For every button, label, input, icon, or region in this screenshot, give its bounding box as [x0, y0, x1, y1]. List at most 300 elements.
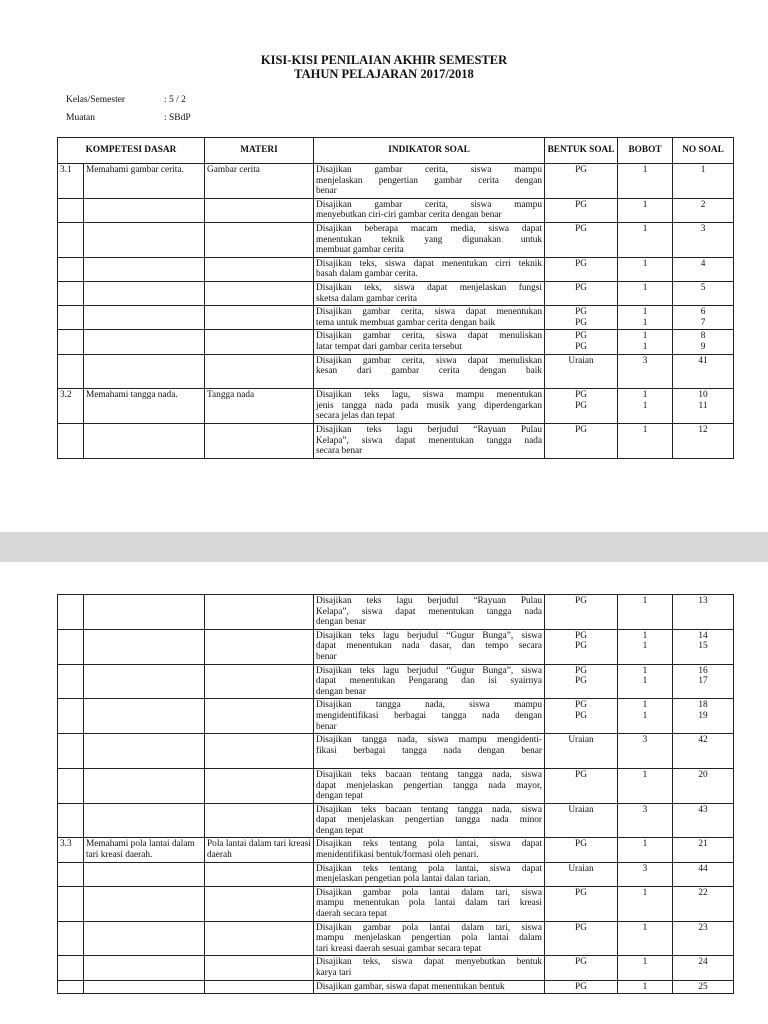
ind-line: benar: [316, 721, 337, 732]
bentuk-line: PG: [575, 390, 587, 401]
kd-number-cell: [58, 281, 84, 305]
no-soal-cell: [673, 768, 734, 803]
bobot-line: 1: [642, 676, 648, 687]
no-soal-cell: [673, 886, 734, 921]
bentuk-line: PG: [575, 165, 587, 175]
kd-number-cell: [58, 424, 84, 459]
ind-line: basah dalam gambar cerita.: [316, 269, 418, 280]
bentuk-line: Uraian: [568, 735, 594, 746]
table-row: [58, 664, 734, 699]
indikator-cell: [314, 862, 545, 886]
no-line: 19: [698, 710, 708, 721]
ind-line: secara jelas dan tepat: [316, 411, 395, 422]
table-row: [58, 768, 734, 803]
ind-line: Disajikan teks, siswa dapat menyebutkan bentuk: [316, 957, 542, 968]
kompetensi-cell: [84, 734, 205, 769]
ind-line: Disajikan teks, siswa dapat menentukan cirri teknik: [316, 258, 543, 269]
ind-line: Disajikan teks bacaan tentang tangga nada, siswa: [316, 804, 542, 815]
bentuk-line: PG: [575, 425, 587, 436]
materi-cell: [205, 424, 314, 459]
bobot-line: 3: [642, 863, 648, 874]
bentuk-cell: [545, 198, 618, 222]
ind-line: Disajikan teks tentang pola lantai, siswa dapat: [316, 863, 542, 874]
bobot-line: 1: [642, 317, 648, 328]
indikator-cell: [314, 803, 545, 838]
table-row: [58, 595, 734, 630]
bentuk-line: PG: [575, 957, 587, 968]
bentuk-cell: [545, 257, 618, 281]
bentuk-line: PG: [575, 665, 587, 676]
bobot-cell: [618, 330, 673, 354]
kompetensi-cell: [84, 980, 205, 994]
bentuk-cell: [545, 330, 618, 354]
bobot-cell: [618, 354, 673, 389]
kompetensi-cell: [84, 803, 205, 838]
ind-line: benar: [316, 651, 337, 662]
no-line: 42: [698, 735, 708, 746]
table-row: [58, 629, 734, 664]
kompetensi-cell: [84, 222, 205, 257]
table-row: [58, 389, 734, 424]
bobot-cell: [618, 222, 673, 257]
kd-number-cell: [58, 629, 84, 664]
ind-line: Disajikan beberapa macam media, siswa dapat: [316, 223, 543, 234]
bobot-cell: [618, 734, 673, 769]
ind-line: benar: [316, 186, 337, 197]
document-subtitle: TAHUN PELAJARAN 2017/2018: [294, 67, 474, 81]
no-line: 44: [698, 863, 708, 874]
kd-number-cell: 3.3: [58, 838, 84, 862]
bentuk-line: PG: [575, 317, 587, 328]
bobot-cell: [618, 980, 673, 994]
no-soal-cell: [673, 838, 734, 862]
no-line: 18: [698, 700, 708, 711]
table-row: [58, 164, 734, 199]
indikator-cell: [314, 956, 545, 980]
indikator-cell: [314, 838, 545, 862]
indikator-cell: [314, 768, 545, 803]
bobot-line: 1: [642, 769, 648, 780]
no-soal-cell: [673, 198, 734, 222]
table-body: [58, 164, 734, 459]
ind-line: secara benar: [316, 446, 363, 457]
kompetensi-cell: [84, 768, 205, 803]
bobot-cell: [618, 257, 673, 281]
kompetensi-cell: [84, 886, 205, 921]
ind-line: mampu menentukan pola lantai dalam tari kreasi: [316, 898, 542, 909]
no-line: 5: [700, 282, 706, 293]
bobot-line: 1: [642, 199, 648, 210]
no-soal-cell: [673, 306, 734, 330]
kompetensi-cell: [84, 921, 205, 956]
bobot-line: 1: [642, 223, 648, 234]
bentuk-cell: [545, 354, 618, 389]
bentuk-cell: [545, 838, 618, 862]
indikator-cell: [314, 734, 545, 769]
kd-number-cell: [58, 257, 84, 281]
bentuk-cell: [545, 921, 618, 956]
no-soal-cell: [673, 257, 734, 281]
materi-cell: [205, 306, 314, 330]
kisi-kisi-table-continued: [57, 594, 734, 994]
materi-cell: Pola lantai dalam tari kreasi daerah: [205, 838, 314, 862]
ind-line: dapat menentukan nada dasar, dan tempo secara: [316, 641, 542, 652]
table-body: [58, 595, 734, 994]
no-line: 25: [698, 981, 708, 992]
kd-number-cell: [58, 734, 84, 769]
indikator-cell: [314, 980, 545, 994]
ind-line: Disajikan teks tentang pola lantai, siswa dapat: [316, 839, 542, 850]
kd-number-cell: [58, 803, 84, 838]
kd-number-cell: [58, 921, 84, 956]
bentuk-cell: [545, 768, 618, 803]
bobot-cell: [618, 389, 673, 424]
materi-cell: [205, 354, 314, 389]
no-line: 10: [698, 390, 708, 401]
ind-line: menjelaskan pengertian gambar cerita dengan: [316, 175, 543, 186]
bentuk-cell: [545, 699, 618, 734]
indikator-cell: [314, 629, 545, 664]
bentuk-line: PG: [575, 258, 587, 269]
indikator-cell: [314, 424, 545, 459]
table-row: [58, 222, 734, 257]
table-row: [58, 921, 734, 956]
kompetensi-cell: [84, 281, 205, 305]
no-line: 4: [700, 258, 706, 269]
no-soal-cell: [673, 980, 734, 994]
bobot-line: 1: [642, 710, 648, 721]
bentuk-line: PG: [575, 839, 587, 850]
ind-line: menentukan teknik yang digunakan untuk: [316, 234, 543, 245]
bentuk-line: PG: [575, 223, 587, 234]
bentuk-line: PG: [575, 641, 587, 652]
bobot-line: 3: [642, 355, 648, 366]
kompetensi-cell: [84, 699, 205, 734]
materi-cell: [205, 629, 314, 664]
table-row: [58, 424, 734, 459]
materi-cell: Tangga nada: [205, 389, 314, 424]
table-row: [58, 306, 734, 330]
no-soal-cell: [673, 389, 734, 424]
indikator-cell: [314, 921, 545, 956]
ind-line: Kelapa”, siswa dapat menentukan tangga nada: [316, 606, 542, 617]
no-line: 13: [698, 596, 708, 606]
bobot-cell: [618, 164, 673, 199]
ind-line: mampu menjelaskan pengertian pola lantai dalam: [316, 933, 542, 944]
kelas-value: : 5 / 2: [164, 95, 186, 105]
bentuk-line: PG: [575, 282, 587, 293]
materi-cell: [205, 803, 314, 838]
bentuk-line: PG: [575, 630, 587, 641]
kompetensi-cell: Memahami pola lantai dalam tari kreasi daerah.: [84, 838, 205, 862]
ind-line: fikasi berbagai tangga nada dengan benar: [316, 745, 542, 756]
ind-line: Disajikan teks lagu berjudul “Gugur Bunga”, siswa: [316, 665, 542, 676]
bobot-line: 1: [642, 700, 648, 711]
kompetensi-cell: Memahami gambar cerita.: [84, 164, 205, 199]
no-line: 11: [698, 400, 708, 411]
ind-line: menjelaskan pengetian pola lantai dalan tarian.: [316, 874, 491, 885]
ind-line: Disajikan tangga nada, siswa mampu: [316, 700, 542, 711]
bobot-line: 1: [642, 165, 648, 175]
table-row: [58, 734, 734, 769]
bobot-cell: [618, 629, 673, 664]
no-soal-cell: [673, 803, 734, 838]
no-line: 23: [698, 922, 708, 933]
indikator-cell: [314, 886, 545, 921]
materi-cell: [205, 699, 314, 734]
bentuk-line: PG: [575, 710, 587, 721]
indikator-cell: [314, 222, 545, 257]
bentuk-line: PG: [575, 307, 587, 318]
bobot-line: 1: [642, 887, 648, 898]
no-line: 12: [698, 425, 708, 436]
bentuk-line: PG: [575, 676, 587, 687]
bentuk-cell: [545, 222, 618, 257]
bobot-cell: [618, 803, 673, 838]
materi-cell: [205, 198, 314, 222]
no-soal-cell: [673, 956, 734, 980]
no-line: 7: [700, 317, 706, 328]
kompetensi-cell: [84, 354, 205, 389]
bentuk-line: PG: [575, 981, 587, 992]
bentuk-cell: [545, 424, 618, 459]
ind-line: Disajikan gambar, siswa dapat menentukan bentuk: [316, 981, 505, 992]
materi-cell: [205, 330, 314, 354]
bentuk-line: Uraian: [568, 863, 594, 874]
muatan-value: : SBdP: [164, 113, 191, 123]
no-line: 2: [700, 199, 706, 210]
ind-line: dengan tepat: [316, 791, 364, 802]
kd-number-cell: [58, 330, 84, 354]
materi-cell: [205, 257, 314, 281]
bentuk-cell: [545, 734, 618, 769]
no-soal-cell: [673, 734, 734, 769]
no-line: 20: [698, 769, 708, 780]
no-line: 43: [698, 804, 708, 815]
ind-line: mengidentifikasi berbagai tangga nada dengan: [316, 710, 542, 721]
kd-number-cell: [58, 198, 84, 222]
bobot-cell: [618, 768, 673, 803]
kompetensi-cell: [84, 306, 205, 330]
kd-number-cell: [58, 886, 84, 921]
bobot-line: 1: [642, 282, 648, 293]
no-line: 41: [698, 355, 708, 366]
table-header-row: [58, 138, 734, 164]
bobot-line: 1: [642, 341, 648, 352]
bobot-cell: [618, 424, 673, 459]
column-header-bobot: BOBOT: [618, 138, 673, 164]
bentuk-line: Uraian: [568, 804, 594, 815]
bobot-line: 1: [642, 596, 648, 606]
bobot-cell: [618, 921, 673, 956]
no-soal-cell: [673, 595, 734, 630]
bobot-line: 1: [642, 307, 648, 318]
ind-line: Disajikan gambar cerita, siswa dapat menentukan: [316, 307, 543, 318]
bentuk-cell: [545, 803, 618, 838]
ind-line: dapat menjelaskan pengertian tangga nada minor: [316, 815, 542, 826]
kompetensi-cell: [84, 956, 205, 980]
ind-line: Disajikan gambar pola lantai dalam tari, siswa: [316, 922, 542, 933]
bobot-cell: [618, 886, 673, 921]
ind-line: Disajikan tangga nada, siswa mampu mengidenti-: [316, 735, 542, 746]
ind-line: Disajikan teks lagu, siswa mampu menentukan: [316, 390, 543, 401]
bobot-line: 3: [642, 735, 648, 746]
indikator-cell: [314, 257, 545, 281]
ind-line: dengan benar: [316, 686, 366, 697]
bentuk-line: PG: [575, 700, 587, 711]
kompetensi-cell: [84, 862, 205, 886]
column-header-kompetensi: KOMPETESI DASAR: [58, 138, 205, 164]
indikator-cell: [314, 281, 545, 305]
bentuk-line: Uraian: [568, 355, 594, 366]
bobot-line: 1: [642, 425, 648, 436]
kisi-kisi-table: [57, 137, 734, 459]
bobot-line: 3: [642, 804, 648, 815]
no-line: 9: [700, 341, 706, 352]
no-soal-cell: [673, 664, 734, 699]
materi-cell: Gambar cerita: [205, 164, 314, 199]
muatan-label: Muatan: [66, 113, 96, 123]
indikator-cell: [314, 330, 545, 354]
materi-cell: [205, 768, 314, 803]
ind-line: Disajikan gambar cerita, siswa dapat menuliskan: [316, 355, 543, 366]
bentuk-line: PG: [575, 887, 587, 898]
kelas-label: Kelas/Semester: [66, 95, 126, 105]
table-row: [58, 198, 734, 222]
ind-line: karya tari: [316, 968, 352, 978]
indikator-cell: [314, 664, 545, 699]
ind-line: latar tempat dari gambar cerita tersebut: [316, 341, 462, 352]
kd-number-cell: [58, 768, 84, 803]
ind-line: membuat gambar cerita: [316, 245, 404, 256]
ind-line: daerah secara tepat: [316, 909, 387, 920]
no-line: 22: [698, 887, 708, 898]
indikator-cell: [314, 164, 545, 199]
ind-line: Disajikan gambar cerita, siswa mampu: [316, 199, 543, 210]
document-page-2: [0, 562, 768, 1024]
bentuk-cell: [545, 389, 618, 424]
kompetensi-cell: Memahami tangga nada.: [84, 389, 205, 424]
kd-number-cell: [58, 306, 84, 330]
kompetensi-cell: [84, 664, 205, 699]
bobot-line: 1: [642, 258, 648, 269]
table-row: [58, 699, 734, 734]
materi-cell: [205, 281, 314, 305]
materi-cell: [205, 980, 314, 994]
bobot-cell: [618, 595, 673, 630]
bentuk-line: PG: [575, 769, 587, 780]
no-line: 14: [698, 630, 708, 641]
materi-cell: [205, 956, 314, 980]
bentuk-cell: [545, 595, 618, 630]
table-row: [58, 257, 734, 281]
no-soal-cell: [673, 222, 734, 257]
bobot-line: 1: [642, 957, 648, 968]
no-soal-cell: [673, 330, 734, 354]
bobot-line: 1: [642, 641, 648, 652]
kd-number-cell: [58, 862, 84, 886]
no-line: 21: [698, 839, 708, 850]
ind-line: Disajikan teks lagu berjudul “Rayuan Pulau: [316, 425, 543, 436]
no-line: 8: [700, 331, 706, 342]
ind-line: dengan tepat: [316, 825, 364, 836]
bentuk-cell: [545, 281, 618, 305]
indikator-cell: [314, 354, 545, 389]
materi-cell: [205, 222, 314, 257]
indikator-cell: [314, 306, 545, 330]
column-header-bentuk: BENTUK SOAL: [545, 138, 618, 164]
materi-cell: [205, 664, 314, 699]
ind-line: Disajikan gambar pola lantai dalam tari, siswa: [316, 887, 542, 898]
bentuk-line: PG: [575, 199, 587, 210]
bentuk-line: PG: [575, 341, 587, 352]
kompetensi-cell: [84, 198, 205, 222]
kd-number-cell: 3.1: [58, 164, 84, 199]
materi-cell: [205, 595, 314, 630]
ind-line: sketsa dalam gambar cerita: [316, 293, 417, 304]
kompetensi-cell: [84, 629, 205, 664]
materi-cell: [205, 886, 314, 921]
no-line: 15: [698, 641, 708, 652]
ind-line: Disajikan gambar cerita, siswa dapat menuliskan: [316, 331, 543, 342]
ind-line: dapat menjelaskan pengertian tangga nada mayor,: [316, 780, 542, 791]
bentuk-line: PG: [575, 922, 587, 933]
bentuk-cell: [545, 980, 618, 994]
kd-number-cell: [58, 354, 84, 389]
table-row: [58, 354, 734, 389]
table-row: [58, 281, 734, 305]
table-row: [58, 330, 734, 354]
no-soal-cell: [673, 921, 734, 956]
no-soal-cell: [673, 629, 734, 664]
bentuk-line: PG: [575, 400, 587, 411]
ind-line: dengan benar: [316, 617, 366, 628]
ind-line: tari kreasi daerah sesuai gambar secara tepat: [316, 943, 482, 954]
document-title: KISI-KISI PENILAIAN AKHIR SEMESTER: [260, 53, 508, 67]
indikator-cell: [314, 699, 545, 734]
bobot-line: 1: [642, 839, 648, 850]
ind-line: Disajikan teks lagu berjudul “Gugur Bunga”, siswa: [316, 630, 542, 641]
bobot-cell: [618, 956, 673, 980]
no-line: 6: [700, 307, 706, 318]
kd-number-cell: 3.2: [58, 389, 84, 424]
kd-number-cell: [58, 664, 84, 699]
materi-cell: [205, 921, 314, 956]
indikator-cell: [314, 198, 545, 222]
bobot-cell: [618, 699, 673, 734]
kd-number-cell: [58, 699, 84, 734]
no-soal-cell: [673, 699, 734, 734]
bobot-line: 1: [642, 922, 648, 933]
indikator-cell: [314, 389, 545, 424]
kompetensi-cell: [84, 330, 205, 354]
table-row: [58, 838, 734, 862]
ind-line: dapat menentukan Pengarang dan isi syairnya: [316, 676, 542, 687]
table-row: [58, 862, 734, 886]
ind-line: jenis tangga nada pada musik yang diperdengarkan: [316, 400, 543, 411]
no-line: 1: [700, 165, 706, 175]
no-soal-cell: [673, 424, 734, 459]
bobot-cell: [618, 862, 673, 886]
table-row: [58, 980, 734, 994]
bobot-cell: [618, 281, 673, 305]
bentuk-cell: [545, 629, 618, 664]
bobot-cell: [618, 306, 673, 330]
ind-line: Disajikan teks bacaan tentang tangga nada, siswa: [316, 769, 542, 780]
no-soal-cell: [673, 164, 734, 199]
bobot-cell: [618, 198, 673, 222]
bobot-line: 1: [642, 981, 648, 992]
